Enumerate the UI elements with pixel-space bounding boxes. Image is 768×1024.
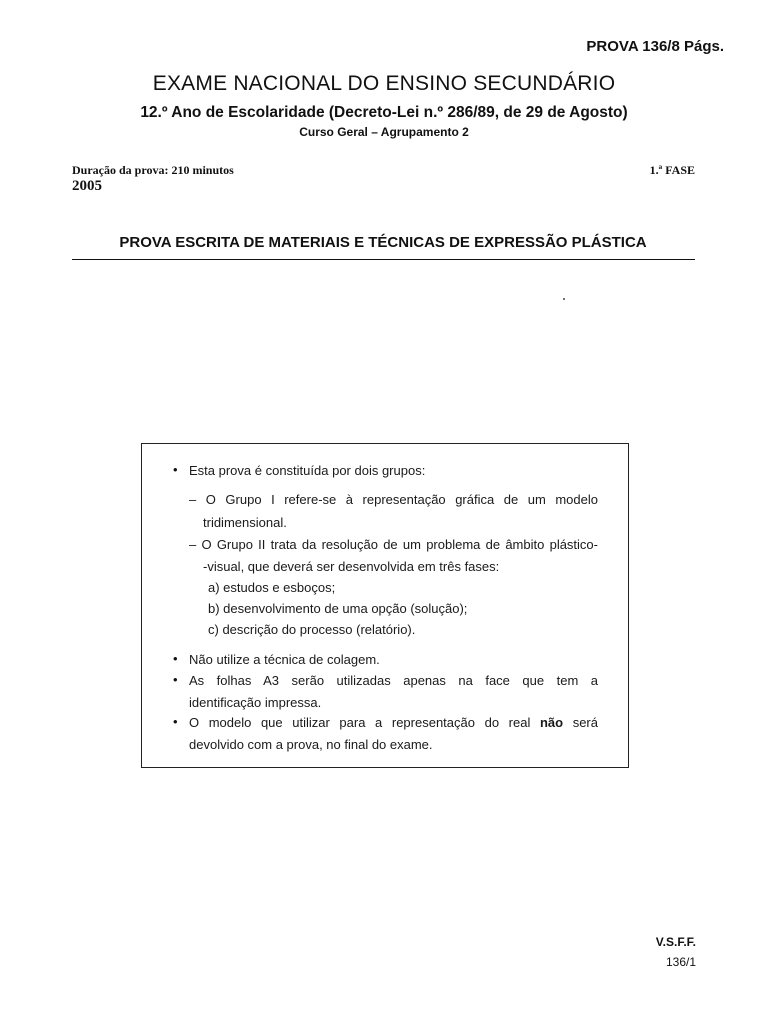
group-two-line: – O Grupo II trata da resolução de um problema de âmbito plástico- <box>189 537 598 552</box>
phase-item: b) desenvolvimento de uma opção (solução); <box>208 601 468 616</box>
subject-title: PROVA ESCRITA DE MATERIAIS E TÉCNICAS DE EXPRESSÃO PLÁSTICA <box>119 234 647 251</box>
phase-item: a) estudos e esboços; <box>208 580 336 595</box>
emphasis-text: não <box>539 715 564 730</box>
turn-page-note: V.S.F.F. <box>655 935 696 949</box>
school-year-line: 12.º Ano de Escolaridade (Decreto-Lei n.º 286/89, de 29 de Agosto) <box>140 104 628 121</box>
bullet-icon: • <box>173 672 178 687</box>
exam-phase: 1.ª FASE <box>649 163 695 177</box>
exam-duration: Duração da prova: 210 minutos <box>72 163 234 177</box>
instruction-item: As folhas A3 serão utilizadas apenas na face que tem a <box>189 673 598 688</box>
page-number: 136/1 <box>665 955 696 969</box>
exam-reference: PROVA 136/8 Págs. <box>586 38 724 55</box>
instruction-text: será <box>572 715 598 730</box>
instruction-item <box>189 715 598 730</box>
bullet-icon: • <box>173 462 178 477</box>
instruction-item: devolvido com a prova, no final do exame. <box>189 737 433 752</box>
phase-item: c) descrição do processo (relatório). <box>208 622 416 637</box>
exam-title: EXAME NACIONAL DO ENSINO SECUNDÁRIO <box>152 72 616 95</box>
group-one-line: – O Grupo I refere-se à representação gráfica de um modelo <box>189 492 598 507</box>
title-divider <box>72 259 695 260</box>
course-line: Curso Geral – Agrupamento 2 <box>299 125 469 139</box>
instruction-item: identificação impressa. <box>189 695 322 710</box>
exam-year: 2005 <box>72 178 102 194</box>
group-two-line: -visual, que deverá ser desenvolvida em três fases: <box>203 559 500 574</box>
instruction-item: Não utilize a técnica de colagem. <box>189 652 380 667</box>
group-one-line: tridimensional. <box>203 515 287 530</box>
scan-speck <box>563 298 565 300</box>
instructions-box <box>141 443 629 768</box>
instruction-text: O modelo que utilizar para a representação do real <box>189 715 531 730</box>
instruction-item: Esta prova é constituída por dois grupos: <box>189 463 426 478</box>
bullet-icon: • <box>173 651 178 666</box>
bullet-icon: • <box>173 714 178 729</box>
